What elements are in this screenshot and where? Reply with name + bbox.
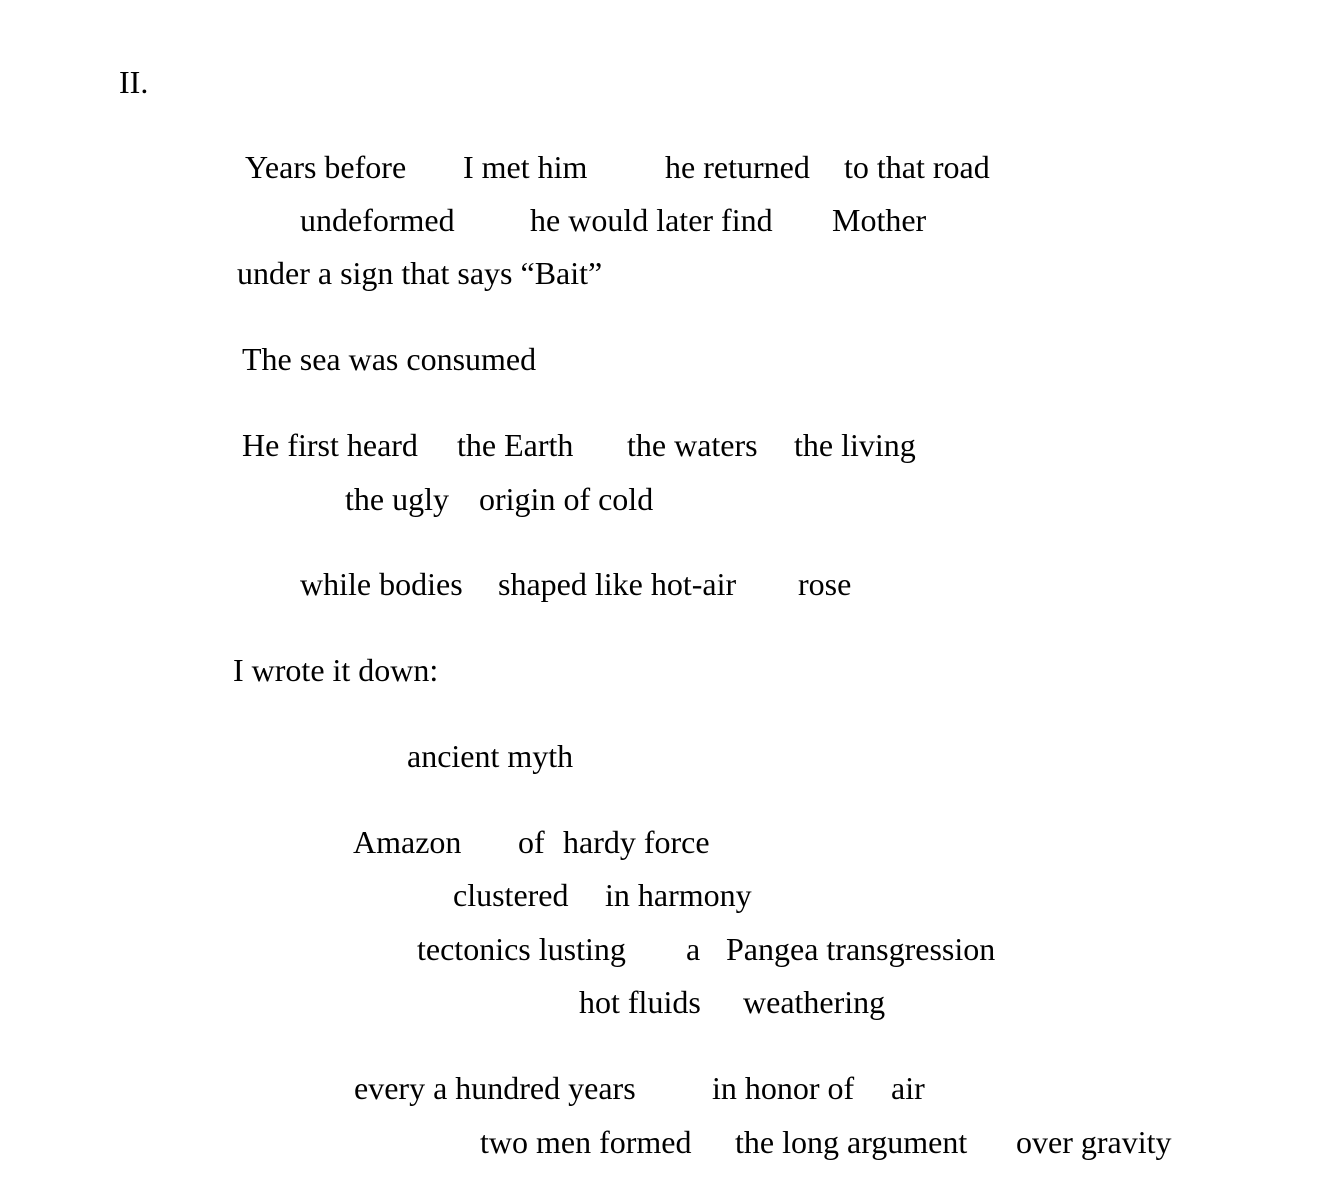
poem-fragment: undeformed bbox=[300, 202, 455, 238]
poem-fragment: Pangea transgression bbox=[726, 931, 996, 967]
poem-fragment: a bbox=[686, 931, 701, 967]
section-title: II. bbox=[119, 64, 149, 100]
poem-fragment: the waters bbox=[627, 427, 758, 463]
poem-fragment: ancient myth bbox=[407, 738, 574, 774]
poem-fragment: hardy force bbox=[563, 824, 710, 860]
poem-fragment: under a sign that says “Bait” bbox=[237, 255, 603, 291]
poem-fragment: over gravity bbox=[1016, 1124, 1172, 1160]
poem-fragment: the long argument bbox=[735, 1124, 968, 1160]
poem-fragment: I met him bbox=[463, 149, 588, 185]
poem-fragment: He first heard bbox=[242, 427, 418, 463]
poem-fragment: I wrote it down: bbox=[233, 652, 439, 688]
poem-fragment: Years before bbox=[245, 149, 407, 185]
poem-fragment: two men formed bbox=[480, 1124, 692, 1160]
poem-fragment: hot fluids bbox=[579, 984, 701, 1020]
poem-fragment: in harmony bbox=[605, 877, 752, 913]
poem-fragment: tectonics lusting bbox=[417, 931, 626, 967]
poem-fragment: to that road bbox=[844, 149, 990, 185]
poem-fragment: shaped like hot-air bbox=[498, 566, 737, 602]
poem-fragment: rose bbox=[798, 566, 852, 602]
poem-fragment: the living bbox=[794, 427, 916, 463]
poem-fragment: every a hundred years bbox=[354, 1070, 636, 1106]
poem-fragment: in honor of bbox=[712, 1070, 855, 1106]
poem-fragment: Mother bbox=[832, 202, 927, 238]
poem-fragment: of bbox=[518, 824, 545, 860]
poem-fragment: the Earth bbox=[457, 427, 574, 463]
poem-fragment: clustered bbox=[453, 877, 569, 913]
poem-fragment: the ugly bbox=[345, 481, 449, 517]
poem-fragment: origin of cold bbox=[479, 481, 654, 517]
poem-fragment: air bbox=[891, 1070, 925, 1106]
poem-fragment: while bodies bbox=[300, 566, 463, 602]
poem-fragment: he returned bbox=[665, 149, 810, 185]
poem-fragment: he would later find bbox=[530, 202, 773, 238]
poem-fragment: The sea was consumed bbox=[242, 341, 537, 377]
poem-fragment: Amazon bbox=[353, 824, 462, 860]
poem-fragment: weathering bbox=[743, 984, 886, 1020]
